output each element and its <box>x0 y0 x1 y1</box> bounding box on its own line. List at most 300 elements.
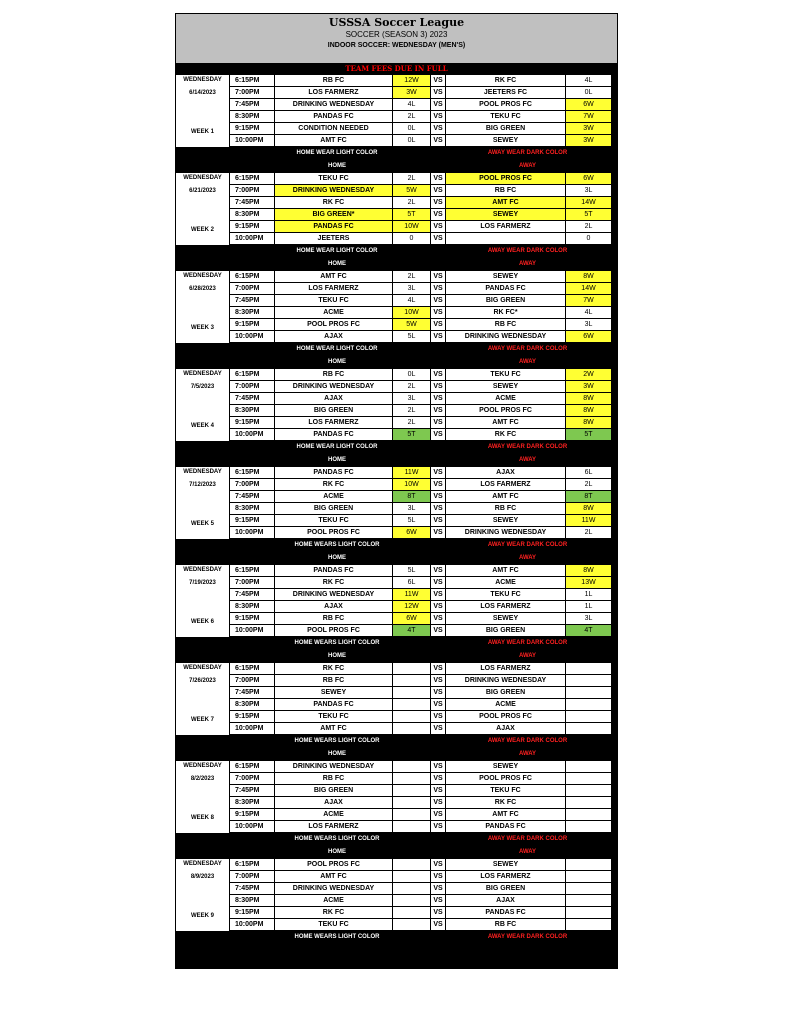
game-time: 8:30PM <box>230 699 275 711</box>
week-date: 6/28/2023 <box>189 286 216 292</box>
game-time: 7:45PM <box>230 883 275 895</box>
game-row <box>230 711 617 723</box>
game-row <box>230 307 617 319</box>
home-wear-note: HOME WEARS LIGHT COLOR <box>294 738 380 744</box>
home-score: 5W <box>393 319 431 331</box>
game-time: 6:15PM <box>230 859 275 871</box>
home-team: BIG GREEN <box>275 785 393 797</box>
away-team: RB FC <box>446 185 566 197</box>
home-score: 2L <box>393 271 431 283</box>
week-block <box>176 369 617 441</box>
game-row <box>230 589 617 601</box>
week-block <box>176 271 617 343</box>
home-team: RB FC <box>275 675 393 687</box>
away-label: AWAY <box>518 849 537 855</box>
home-score: 8T <box>393 491 431 503</box>
game-time: 6:15PM <box>230 75 275 87</box>
versus-label: VS <box>431 111 446 123</box>
away-team: JEETERS FC <box>446 87 566 99</box>
away-score: 7W <box>566 111 611 123</box>
away-score: 2W <box>566 369 611 381</box>
game-row <box>230 907 617 919</box>
week-label <box>176 173 230 245</box>
home-score <box>393 663 431 675</box>
away-score: 6W <box>566 99 611 111</box>
game-row <box>230 429 617 441</box>
home-away-header <box>176 454 617 467</box>
home-team: ACME <box>275 809 393 821</box>
game-time: 7:00PM <box>230 87 275 99</box>
home-team: PANDAS FC <box>275 565 393 577</box>
home-score: 0 <box>393 233 431 245</box>
home-label: HOME <box>328 261 346 267</box>
versus-label: VS <box>431 871 446 883</box>
week-label <box>176 859 230 931</box>
home-wear-note: HOME WEAR LIGHT COLOR <box>296 150 378 156</box>
away-score: 5T <box>566 209 611 221</box>
game-row <box>230 785 617 797</box>
home-score: 5T <box>393 209 431 221</box>
game-time: 6:15PM <box>230 369 275 381</box>
week-label <box>176 663 230 735</box>
home-score: 3L <box>393 503 431 515</box>
away-team: SEWEY <box>446 761 566 773</box>
versus-label: VS <box>431 417 446 429</box>
versus-label: VS <box>431 515 446 527</box>
home-team: CONDITION NEEDED <box>275 123 393 135</box>
home-team: RB FC <box>275 369 393 381</box>
home-team: ACME <box>275 307 393 319</box>
weeks-container <box>176 75 617 931</box>
away-team: AJAX <box>446 467 566 479</box>
home-team: LOS FARMERZ <box>275 87 393 99</box>
home-score <box>393 797 431 809</box>
game-row <box>230 675 617 687</box>
away-team: RB FC <box>446 503 566 515</box>
away-team: PANDAS FC <box>446 283 566 295</box>
away-score: 4T <box>566 625 611 637</box>
game-time: 8:30PM <box>230 797 275 809</box>
away-score <box>566 797 611 809</box>
home-label: HOME <box>328 163 346 169</box>
home-score: 4L <box>393 99 431 111</box>
home-score: 3L <box>393 393 431 405</box>
game-time: 7:00PM <box>230 871 275 883</box>
home-team: RK FC <box>275 663 393 675</box>
week-date: 8/2/2023 <box>190 776 215 782</box>
away-score: 8W <box>566 393 611 405</box>
away-score: 8W <box>566 565 611 577</box>
versus-label: VS <box>431 565 446 577</box>
away-label: AWAY <box>518 163 537 169</box>
versus-label: VS <box>431 271 446 283</box>
away-score <box>566 821 611 833</box>
home-team: LOS FARMERZ <box>275 417 393 429</box>
game-row <box>230 773 617 785</box>
home-team: PANDAS FC <box>275 221 393 233</box>
versus-label: VS <box>431 527 446 539</box>
away-wear-note: AWAY WEAR DARK COLOR <box>487 248 568 254</box>
game-row <box>230 687 617 699</box>
game-row <box>230 295 617 307</box>
game-row <box>230 233 617 245</box>
away-score <box>566 675 611 687</box>
week-date: 7/26/2023 <box>189 678 216 684</box>
away-score: 14W <box>566 197 611 209</box>
versus-label: VS <box>431 429 446 441</box>
game-row <box>230 381 617 393</box>
away-score: 0 <box>566 233 611 245</box>
home-score <box>393 907 431 919</box>
week-date: 7/12/2023 <box>189 482 216 488</box>
week-number: WEEK 8 <box>190 815 214 821</box>
game-row <box>230 283 617 295</box>
away-score: 1L <box>566 601 611 613</box>
home-label: HOME <box>328 359 346 365</box>
game-row <box>230 319 617 331</box>
home-team: DRINKING WEDNESDAY <box>275 381 393 393</box>
versus-label: VS <box>431 197 446 209</box>
versus-label: VS <box>431 233 446 245</box>
away-team: LOS FARMERZ <box>446 663 566 675</box>
versus-label: VS <box>431 405 446 417</box>
game-time: 10:00PM <box>230 233 275 245</box>
home-team: AMT FC <box>275 871 393 883</box>
versus-label: VS <box>431 687 446 699</box>
away-wear-note: AWAY WEAR DARK COLOR <box>487 836 568 842</box>
away-team: LOS FARMERZ <box>446 601 566 613</box>
versus-label: VS <box>431 185 446 197</box>
game-time: 6:15PM <box>230 663 275 675</box>
game-time: 7:45PM <box>230 295 275 307</box>
away-team: AMT FC <box>446 417 566 429</box>
week-day: WEDNESDAY <box>183 763 222 769</box>
game-row <box>230 271 617 283</box>
home-team: PANDAS FC <box>275 429 393 441</box>
away-label: AWAY <box>518 457 537 463</box>
away-team: POOL PROS FC <box>446 711 566 723</box>
schedule-header <box>176 13 617 63</box>
away-team: ACME <box>446 699 566 711</box>
home-score: 2L <box>393 173 431 185</box>
game-time: 8:30PM <box>230 111 275 123</box>
home-score: 6W <box>393 613 431 625</box>
away-team: TEKU FC <box>446 111 566 123</box>
away-score: 6L <box>566 467 611 479</box>
away-score: 3W <box>566 123 611 135</box>
home-label: HOME <box>328 555 346 561</box>
home-team: RB FC <box>275 75 393 87</box>
wear-note-bar <box>176 833 617 846</box>
away-score <box>566 871 611 883</box>
week-number: WEEK 6 <box>190 619 214 625</box>
away-wear-note: AWAY WEAR DARK COLOR <box>487 346 568 352</box>
versus-label: VS <box>431 221 446 233</box>
game-time: 10:00PM <box>230 821 275 833</box>
game-time: 8:30PM <box>230 405 275 417</box>
game-time: 10:00PM <box>230 331 275 343</box>
away-wear-note: AWAY WEAR DARK COLOR <box>487 542 568 548</box>
footer-bar <box>176 944 617 969</box>
game-time: 8:30PM <box>230 503 275 515</box>
home-score: 0L <box>393 135 431 147</box>
game-time: 10:00PM <box>230 135 275 147</box>
week-date: 8/9/2023 <box>190 874 215 880</box>
away-score <box>566 883 611 895</box>
home-team: RK FC <box>275 197 393 209</box>
fees-notice: TEAM FEES DUE IN FULL <box>176 63 617 75</box>
home-away-header <box>176 258 617 271</box>
week-number: WEEK 1 <box>190 129 214 135</box>
week-block <box>176 859 617 931</box>
versus-label: VS <box>431 295 446 307</box>
away-label: AWAY <box>518 653 537 659</box>
game-row <box>230 99 617 111</box>
versus-label: VS <box>431 135 446 147</box>
game-row <box>230 883 617 895</box>
game-time: 7:45PM <box>230 785 275 797</box>
game-time: 7:00PM <box>230 675 275 687</box>
week-label <box>176 467 230 539</box>
away-score: 7W <box>566 295 611 307</box>
home-score <box>393 687 431 699</box>
away-score: 3L <box>566 319 611 331</box>
game-time: 8:30PM <box>230 209 275 221</box>
away-team: BIG GREEN <box>446 883 566 895</box>
away-label: AWAY <box>518 359 537 365</box>
away-team: ACME <box>446 393 566 405</box>
home-team: TEKU FC <box>275 295 393 307</box>
week-number: WEEK 5 <box>190 521 214 527</box>
away-score: 1L <box>566 589 611 601</box>
away-team: DRINKING WEDNESDAY <box>446 527 566 539</box>
away-score <box>566 919 611 931</box>
week-label <box>176 271 230 343</box>
week-block <box>176 173 617 245</box>
versus-label: VS <box>431 577 446 589</box>
home-team: POOL PROS FC <box>275 319 393 331</box>
home-score <box>393 699 431 711</box>
game-row <box>230 625 617 637</box>
game-time: 6:15PM <box>230 467 275 479</box>
home-team: DRINKING WEDNESDAY <box>275 99 393 111</box>
home-score: 2L <box>393 111 431 123</box>
game-row <box>230 821 617 833</box>
home-away-header <box>176 748 617 761</box>
away-score: 3L <box>566 613 611 625</box>
game-time: 6:15PM <box>230 271 275 283</box>
game-row <box>230 613 617 625</box>
game-time: 7:00PM <box>230 381 275 393</box>
versus-label: VS <box>431 123 446 135</box>
away-wear-note: AWAY WEAR DARK COLOR <box>487 934 568 940</box>
week-label <box>176 75 230 147</box>
away-team: POOL PROS FC <box>446 99 566 111</box>
away-score: 8W <box>566 405 611 417</box>
week-label <box>176 565 230 637</box>
away-team: AMT FC <box>446 565 566 577</box>
home-wear-note: HOME WEAR LIGHT COLOR <box>296 346 378 352</box>
home-team: SEWEY <box>275 687 393 699</box>
game-time: 7:00PM <box>230 283 275 295</box>
game-row <box>230 467 617 479</box>
away-wear-note: AWAY WEAR DARK COLOR <box>487 738 568 744</box>
versus-label: VS <box>431 663 446 675</box>
season-title: SOCCER (SEASON 3) 2023 <box>345 30 448 39</box>
home-wear-note: HOME WEARS LIGHT COLOR <box>294 836 380 842</box>
home-team: DRINKING WEDNESDAY <box>275 883 393 895</box>
home-score: 0L <box>393 369 431 381</box>
week-block <box>176 565 617 637</box>
away-team: PANDAS FC <box>446 821 566 833</box>
home-away-header <box>176 356 617 369</box>
game-time: 10:00PM <box>230 919 275 931</box>
versus-label: VS <box>431 99 446 111</box>
game-row <box>230 197 617 209</box>
home-label: HOME <box>328 751 346 757</box>
home-team: RB FC <box>275 613 393 625</box>
away-team: AJAX <box>446 895 566 907</box>
away-team: SEWEY <box>446 613 566 625</box>
home-score <box>393 859 431 871</box>
home-score <box>393 871 431 883</box>
away-score: 2L <box>566 479 611 491</box>
away-score: 3W <box>566 381 611 393</box>
away-score: 3W <box>566 135 611 147</box>
home-score <box>393 821 431 833</box>
game-time: 10:00PM <box>230 723 275 735</box>
versus-label: VS <box>431 87 446 99</box>
away-team: RK FC <box>446 429 566 441</box>
versus-label: VS <box>431 331 446 343</box>
away-score: 4L <box>566 75 611 87</box>
home-score: 0L <box>393 123 431 135</box>
away-score: 6W <box>566 173 611 185</box>
home-wear-note: HOME WEARS LIGHT COLOR <box>294 542 380 548</box>
versus-label: VS <box>431 895 446 907</box>
home-score: 2L <box>393 417 431 429</box>
versus-label: VS <box>431 809 446 821</box>
away-team: SEWEY <box>446 515 566 527</box>
home-team: RK FC <box>275 479 393 491</box>
home-team: AJAX <box>275 331 393 343</box>
game-time: 10:00PM <box>230 527 275 539</box>
home-score: 12W <box>393 601 431 613</box>
home-away-header <box>176 552 617 565</box>
game-time: 6:15PM <box>230 565 275 577</box>
home-team: RB FC <box>275 773 393 785</box>
week-label <box>176 761 230 833</box>
league-title: USSSA Soccer League <box>328 16 465 29</box>
home-score: 4T <box>393 625 431 637</box>
away-team: LOS FARMERZ <box>446 221 566 233</box>
game-time: 9:15PM <box>230 809 275 821</box>
home-team: AJAX <box>275 797 393 809</box>
game-time: 7:45PM <box>230 589 275 601</box>
game-time: 9:15PM <box>230 123 275 135</box>
versus-label: VS <box>431 467 446 479</box>
game-time: 7:45PM <box>230 197 275 209</box>
game-row <box>230 527 617 539</box>
away-team: RK FC <box>446 75 566 87</box>
home-label: HOME <box>328 457 346 463</box>
away-team: PANDAS FC <box>446 907 566 919</box>
away-team: RK FC* <box>446 307 566 319</box>
game-row <box>230 871 617 883</box>
game-time: 9:15PM <box>230 613 275 625</box>
versus-label: VS <box>431 319 446 331</box>
home-team: DRINKING WEDNESDAY <box>275 185 393 197</box>
wear-note-bar <box>176 147 617 160</box>
week-day: WEDNESDAY <box>183 371 222 377</box>
versus-label: VS <box>431 785 446 797</box>
away-score: 2L <box>566 221 611 233</box>
game-row <box>230 111 617 123</box>
game-row <box>230 699 617 711</box>
away-team: BIG GREEN <box>446 295 566 307</box>
away-team: LOS FARMERZ <box>446 479 566 491</box>
division-title: INDOOR SOCCER: WEDNESDAY (MEN'S) <box>327 42 466 49</box>
away-team: TEKU FC <box>446 785 566 797</box>
away-score <box>566 723 611 735</box>
away-team: ACME <box>446 577 566 589</box>
away-team: RK FC <box>446 797 566 809</box>
game-row <box>230 417 617 429</box>
week-day: WEDNESDAY <box>183 77 222 83</box>
versus-label: VS <box>431 761 446 773</box>
game-row <box>230 75 617 87</box>
home-score: 5L <box>393 515 431 527</box>
home-label: HOME <box>328 653 346 659</box>
game-row <box>230 479 617 491</box>
wear-note-bar <box>176 539 617 552</box>
away-team: POOL PROS FC <box>446 173 566 185</box>
home-wear-note: HOME WEARS LIGHT COLOR <box>294 934 380 940</box>
away-wear-note: AWAY WEAR DARK COLOR <box>487 640 568 646</box>
versus-label: VS <box>431 209 446 221</box>
week-number: WEEK 9 <box>190 913 214 919</box>
away-team: SEWEY <box>446 381 566 393</box>
away-score: 8W <box>566 503 611 515</box>
away-score <box>566 785 611 797</box>
home-score: 11W <box>393 589 431 601</box>
versus-label: VS <box>431 173 446 185</box>
wear-note-bar <box>176 343 617 356</box>
game-row <box>230 393 617 405</box>
game-row <box>230 185 617 197</box>
home-team: DRINKING WEDNESDAY <box>275 761 393 773</box>
versus-label: VS <box>431 675 446 687</box>
away-team: SEWEY <box>446 209 566 221</box>
away-score <box>566 773 611 785</box>
versus-label: VS <box>431 919 446 931</box>
home-score <box>393 761 431 773</box>
home-team: TEKU FC <box>275 515 393 527</box>
away-wear-note: AWAY WEAR DARK COLOR <box>487 150 568 156</box>
week-block <box>176 663 617 735</box>
game-row <box>230 565 617 577</box>
game-time: 8:30PM <box>230 307 275 319</box>
home-team: PANDAS FC <box>275 699 393 711</box>
home-team: TEKU FC <box>275 173 393 185</box>
game-time: 10:00PM <box>230 625 275 637</box>
away-label: AWAY <box>518 261 537 267</box>
away-team: TEKU FC <box>446 589 566 601</box>
versus-label: VS <box>431 491 446 503</box>
home-score <box>393 895 431 907</box>
game-time: 7:45PM <box>230 687 275 699</box>
home-team: JEETERS <box>275 233 393 245</box>
